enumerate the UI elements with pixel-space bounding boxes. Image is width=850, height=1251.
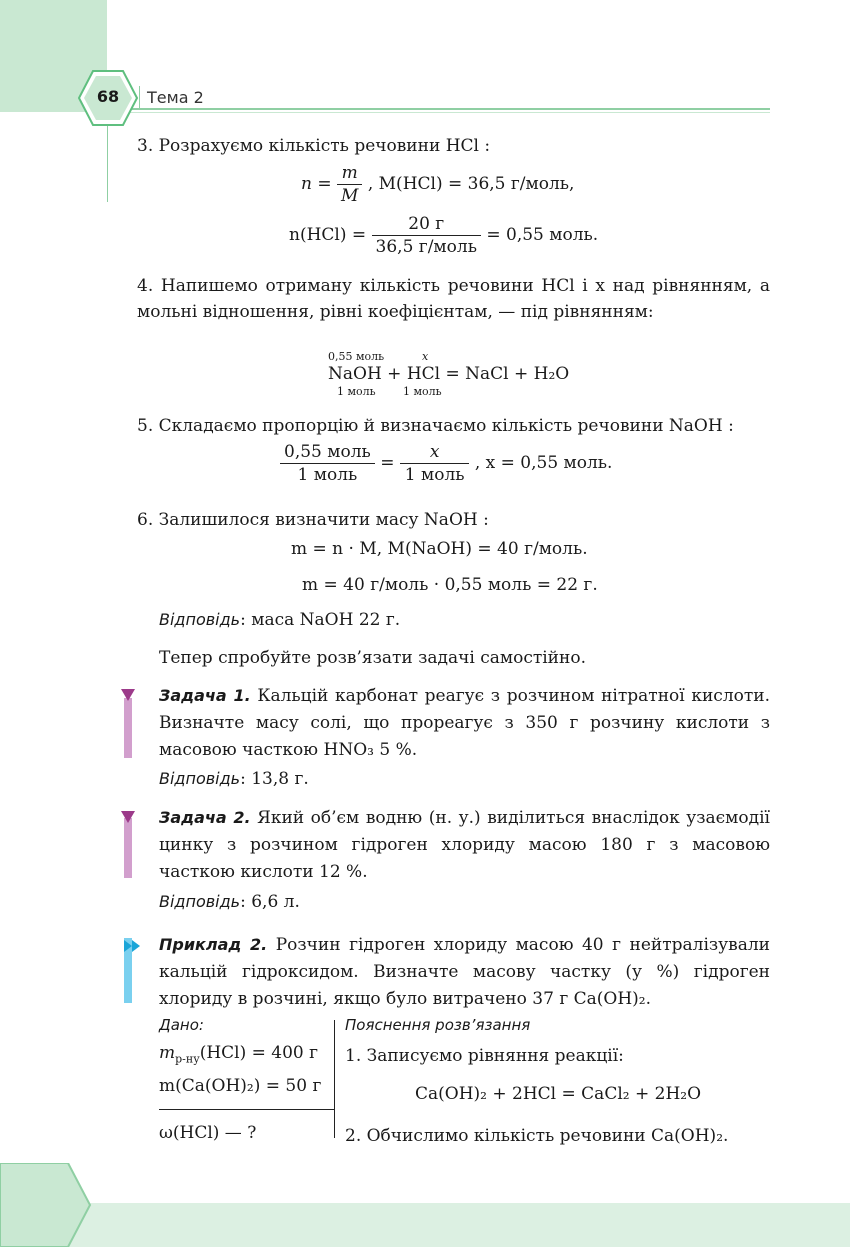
reaction-equation: NaOH + HCl = NaCl + H₂O: [328, 364, 570, 384]
step6-eq1: m = n · M, M(NaOH) = 40 г/моль.: [291, 539, 588, 559]
step4-paragraph: 4. Напишемо отриману кількість речовини HCl і x над рівнянням, а мольні відношення, рівні коефіцієнтам, — під рівнянням:: [137, 276, 770, 322]
frac-num: 20 г: [372, 214, 481, 236]
given-divider-vertical: [334, 1020, 335, 1138]
step4-equation-block: [328, 350, 588, 400]
solution-step2: 2. Обчислимо кількість речовини Ca(OH)₂.: [345, 1126, 729, 1146]
frac-num: m: [337, 163, 362, 185]
above-hcl: x: [422, 350, 429, 363]
frac-den: 36,5 г/моль: [375, 237, 477, 257]
example2-body: Розчин гідроген хлориду масою 40 г нейтралізували кальцій гідроксидом. Визначте масову частку (у %) гідроген хлориду в розчині, якщо було витрачено 37 г Ca(OH)₂.: [159, 935, 770, 1009]
solution-column: [345, 1016, 775, 1156]
footer-band: [0, 1203, 850, 1247]
frac-den: 1 моль: [404, 465, 465, 485]
answer-line: [159, 607, 400, 633]
given-line1: [159, 1043, 318, 1065]
task2-answer: [159, 889, 300, 915]
solution-step1: 1. Записуємо рівняння реакції:: [345, 1046, 624, 1066]
given-value: (HCl) = 400 г: [199, 1043, 319, 1063]
answer-text: : 6,6 л.: [240, 892, 300, 912]
topic-label: Тема 2: [147, 88, 204, 107]
chevron-down-icon: [121, 686, 135, 705]
eq-n: n =: [301, 174, 332, 194]
given-divider-horizontal: [159, 1109, 335, 1110]
example2-text: [159, 931, 770, 1013]
below-naoh: 1 моль: [337, 385, 376, 398]
task2-text: [159, 804, 770, 886]
frac-den: M: [341, 186, 359, 206]
given-title-text: Дано: [159, 1016, 199, 1034]
fraction-mass-over-molar: [372, 214, 481, 257]
answer-text: : маса NaOH 22 г.: [240, 610, 401, 630]
step5-proportion: [280, 442, 612, 485]
task2-body: Який об’єм водню (н. у.) виділиться внаслідок узаємодії цинку з розчином гідроген хлориду масою 180 г з масовою часткою кислоти 12 %.: [159, 808, 770, 882]
task2-label: Задача 2.: [159, 808, 251, 827]
given-column: [159, 1016, 334, 1146]
step5-text: 5. Складаємо пропорцію й визначаємо кількість речовини NaOH :: [137, 416, 734, 436]
fast-forward-icon: [124, 937, 142, 956]
task1-answer: [159, 766, 309, 792]
example2-label: Приклад 2.: [159, 935, 268, 954]
chevron-down-icon: [121, 808, 135, 827]
header-rule-thin: [110, 112, 770, 113]
task2-bar: [124, 818, 132, 878]
given-line2: m(Ca(OH)₂) = 50 г: [159, 1076, 322, 1096]
eq-result: = 0,55 моль.: [486, 225, 599, 245]
given-m: m: [159, 1043, 176, 1063]
fraction-m-over-M: [337, 163, 362, 206]
footer-tab: [0, 1163, 92, 1251]
frac-den: 1 моль: [297, 465, 358, 485]
topic-divider: [139, 86, 140, 108]
eq-n-hcl: n(HCl) =: [289, 225, 367, 245]
answer-label: Відповідь: [159, 892, 241, 911]
answer-label: Відповідь: [159, 610, 241, 629]
proportion-result: , x = 0,55 моль.: [474, 453, 613, 473]
eq-molar-mass: , M(HCl) = 36,5 г/моль,: [367, 174, 575, 194]
header-rule: [110, 108, 770, 110]
page-number: 68: [96, 87, 120, 106]
task1-bar: [124, 698, 132, 758]
solution-equation: Ca(OH)₂ + 2HCl = CaCl₂ + 2H₂O: [415, 1084, 702, 1104]
equals-sign: =: [380, 453, 395, 473]
try-text: Тепер спробуйте розв’язати задачі самостійно.: [159, 648, 586, 668]
given-title: Дано:: [159, 1016, 204, 1034]
fraction-left: [280, 442, 375, 485]
step3-text: 3. Розрахуємо кількість речовини HCl :: [137, 136, 491, 156]
frac-num: 0,55 моль: [280, 442, 375, 464]
answer-text: : 13,8 г.: [240, 769, 309, 789]
frac-num: x: [400, 442, 470, 464]
page-number-badge: [78, 70, 138, 126]
solution-title: Пояснення розв’язання: [345, 1016, 531, 1034]
step3-eq1: [301, 163, 574, 206]
below-hcl: 1 моль: [403, 385, 442, 398]
fraction-right: [400, 442, 470, 485]
task1-body: Кальцій карбонат реагує з розчином нітратної кислоти. Визначте масу солі, що прореагує з 350 г розчину кислоти з масовою часткою HNO₃ 5 %.: [159, 686, 770, 760]
find-line: ω(HCl) — ?: [159, 1123, 257, 1143]
step6-eq2: m = 40 г/моль · 0,55 моль = 22 г.: [302, 575, 598, 595]
task1-label: Задача 1.: [159, 686, 251, 705]
above-naoh: 0,55 моль: [328, 350, 385, 363]
step4-text: [137, 273, 770, 325]
step3-eq2: [289, 214, 598, 257]
step6-text: 6. Залишилося визначити масу NaOH :: [137, 510, 489, 530]
given-sub: р-ну: [175, 1052, 200, 1066]
answer-label: Відповідь: [159, 769, 241, 788]
task1-text: [159, 682, 770, 764]
